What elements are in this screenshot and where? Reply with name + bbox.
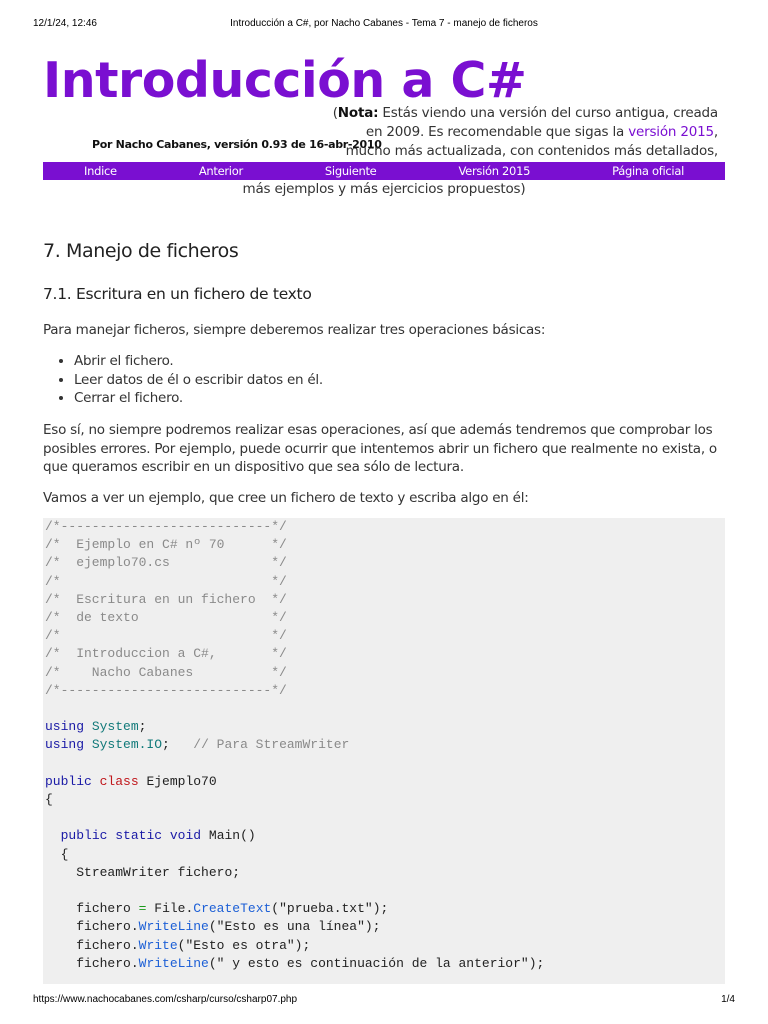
code-punct: . xyxy=(130,937,139,953)
code-operator: = xyxy=(138,901,147,917)
byline: Por Nacho Cabanes, versión 0.93 de 16-abr-2010 xyxy=(92,138,382,151)
operations-list xyxy=(58,352,323,408)
version-2015-link[interactable]: versión 2015 xyxy=(628,124,714,140)
code-variable: fichero xyxy=(76,901,131,917)
code-keyword: public xyxy=(45,773,92,789)
nav-version-2015-link[interactable]: Versión 2015 xyxy=(458,164,531,178)
code-namespace: System xyxy=(91,719,139,735)
subsection-heading: 7.1. Escritura en un fichero de texto xyxy=(43,285,312,303)
code-comment-line: /* ejemplo70.cs */ xyxy=(45,555,287,571)
note-tail: más ejemplos y más ejercicios propuestos) xyxy=(242,181,526,197)
code-args: ("Esto es otra"); xyxy=(177,937,311,953)
code-object: File. xyxy=(154,901,194,917)
nav-anterior-link[interactable]: Anterior xyxy=(198,164,243,178)
code-punct: { xyxy=(60,846,69,862)
nav-bar xyxy=(43,162,725,180)
section-heading: 7. Manejo de ficheros xyxy=(43,240,239,262)
print-url: https://www.nachocabanes.com/csharp/curso/csharp07.php xyxy=(33,994,298,1005)
note-text-1: Estás viendo una versión del curso antigua, creada en 2009. Es recomendable que sigas la xyxy=(365,105,718,140)
code-keyword: using xyxy=(45,737,85,753)
nav-siguiente-link[interactable]: Siguiente xyxy=(324,164,377,178)
code-punct: . xyxy=(130,919,139,935)
code-method-signature: Main() xyxy=(208,828,256,844)
code-punct: { xyxy=(45,792,53,808)
code-class-name: Ejemplo70 xyxy=(146,773,217,789)
code-keyword: using xyxy=(45,719,85,735)
code-comment-line: /* */ xyxy=(45,628,287,644)
code-method: WriteLine xyxy=(138,955,209,971)
code-comment-line: /* Introduccion a C#, */ xyxy=(45,646,287,662)
code-comment-line: /* Ejemplo en C# nº 70 */ xyxy=(45,537,287,553)
version-note xyxy=(322,104,718,161)
code-keyword: public xyxy=(60,828,108,844)
code-keyword: static xyxy=(115,828,163,844)
code-inline-comment: // Para StreamWriter xyxy=(193,737,350,753)
code-variable: fichero xyxy=(76,955,131,971)
code-args: ("Esto es una línea"); xyxy=(208,919,381,935)
code-method: Write xyxy=(138,937,178,953)
code-args: (" y esto es continuación de la anterior"); xyxy=(208,955,545,971)
code-punct: ; xyxy=(138,719,147,735)
site-title: Introducción a C# xyxy=(43,52,527,109)
print-doc-title: Introducción a C#, por Nacho Cabanes - Tema 7 - manejo de ficheros xyxy=(230,18,538,29)
print-page-number: 1/4 xyxy=(721,994,735,1005)
note-text-2: , mucho más actualizada, con contenidos más detallados, xyxy=(345,124,718,159)
list-item: • Leer datos de él o escribir datos en él. xyxy=(74,371,323,390)
example-intro-paragraph: Vamos a ver un ejemplo, que cree un fichero de texto y escriba algo en él: xyxy=(43,490,529,506)
code-keyword: class xyxy=(99,773,139,789)
code-method: WriteLine xyxy=(138,919,209,935)
nav-pagina-oficial-link[interactable]: Página oficial xyxy=(612,164,684,178)
code-block xyxy=(43,518,725,984)
code-comment-line: /*---------------------------*/ xyxy=(45,682,287,698)
code-comment-line: /* de texto */ xyxy=(45,610,287,626)
code-comment-line: /* */ xyxy=(45,573,287,589)
code-comment-line: /* Escritura en un fichero */ xyxy=(45,591,287,607)
list-item: • Abrir el fichero. xyxy=(74,352,323,371)
code-namespace: System.IO xyxy=(91,737,163,753)
code-variable: fichero xyxy=(76,919,131,935)
code-declaration: StreamWriter fichero; xyxy=(76,864,241,880)
code-punct: ; xyxy=(162,737,170,753)
note-open-paren: ( xyxy=(332,105,338,121)
list-item: • Cerrar el fichero. xyxy=(74,389,323,408)
code-args: ("prueba.txt"); xyxy=(271,901,389,917)
intro-paragraph: Para manejar ficheros, siempre deberemos realizar tres operaciones básicas: xyxy=(43,322,546,338)
nav-indice-link[interactable]: Indice xyxy=(84,164,117,178)
note-label: Nota: xyxy=(337,105,379,121)
code-keyword: void xyxy=(169,828,202,844)
code-comment-line: /*---------------------------*/ xyxy=(45,519,287,534)
errors-paragraph: Eso sí, no siempre podremos realizar esas operaciones, así que además tendremos que comprobar los posibles errores. Por ejemplo, puede ocurrir que intentemos abrir un fichero que realmente no exista, o que queramos escribir en un dispositivo que sea sólo de lectura. xyxy=(43,422,717,475)
code-comment-line: /* Nacho Cabanes */ xyxy=(45,664,287,680)
code-variable: fichero xyxy=(76,937,131,953)
code-listing xyxy=(43,518,725,973)
code-method: CreateText xyxy=(193,901,272,917)
code-punct: . xyxy=(130,955,139,971)
print-datetime: 12/1/24, 12:46 xyxy=(33,18,97,29)
